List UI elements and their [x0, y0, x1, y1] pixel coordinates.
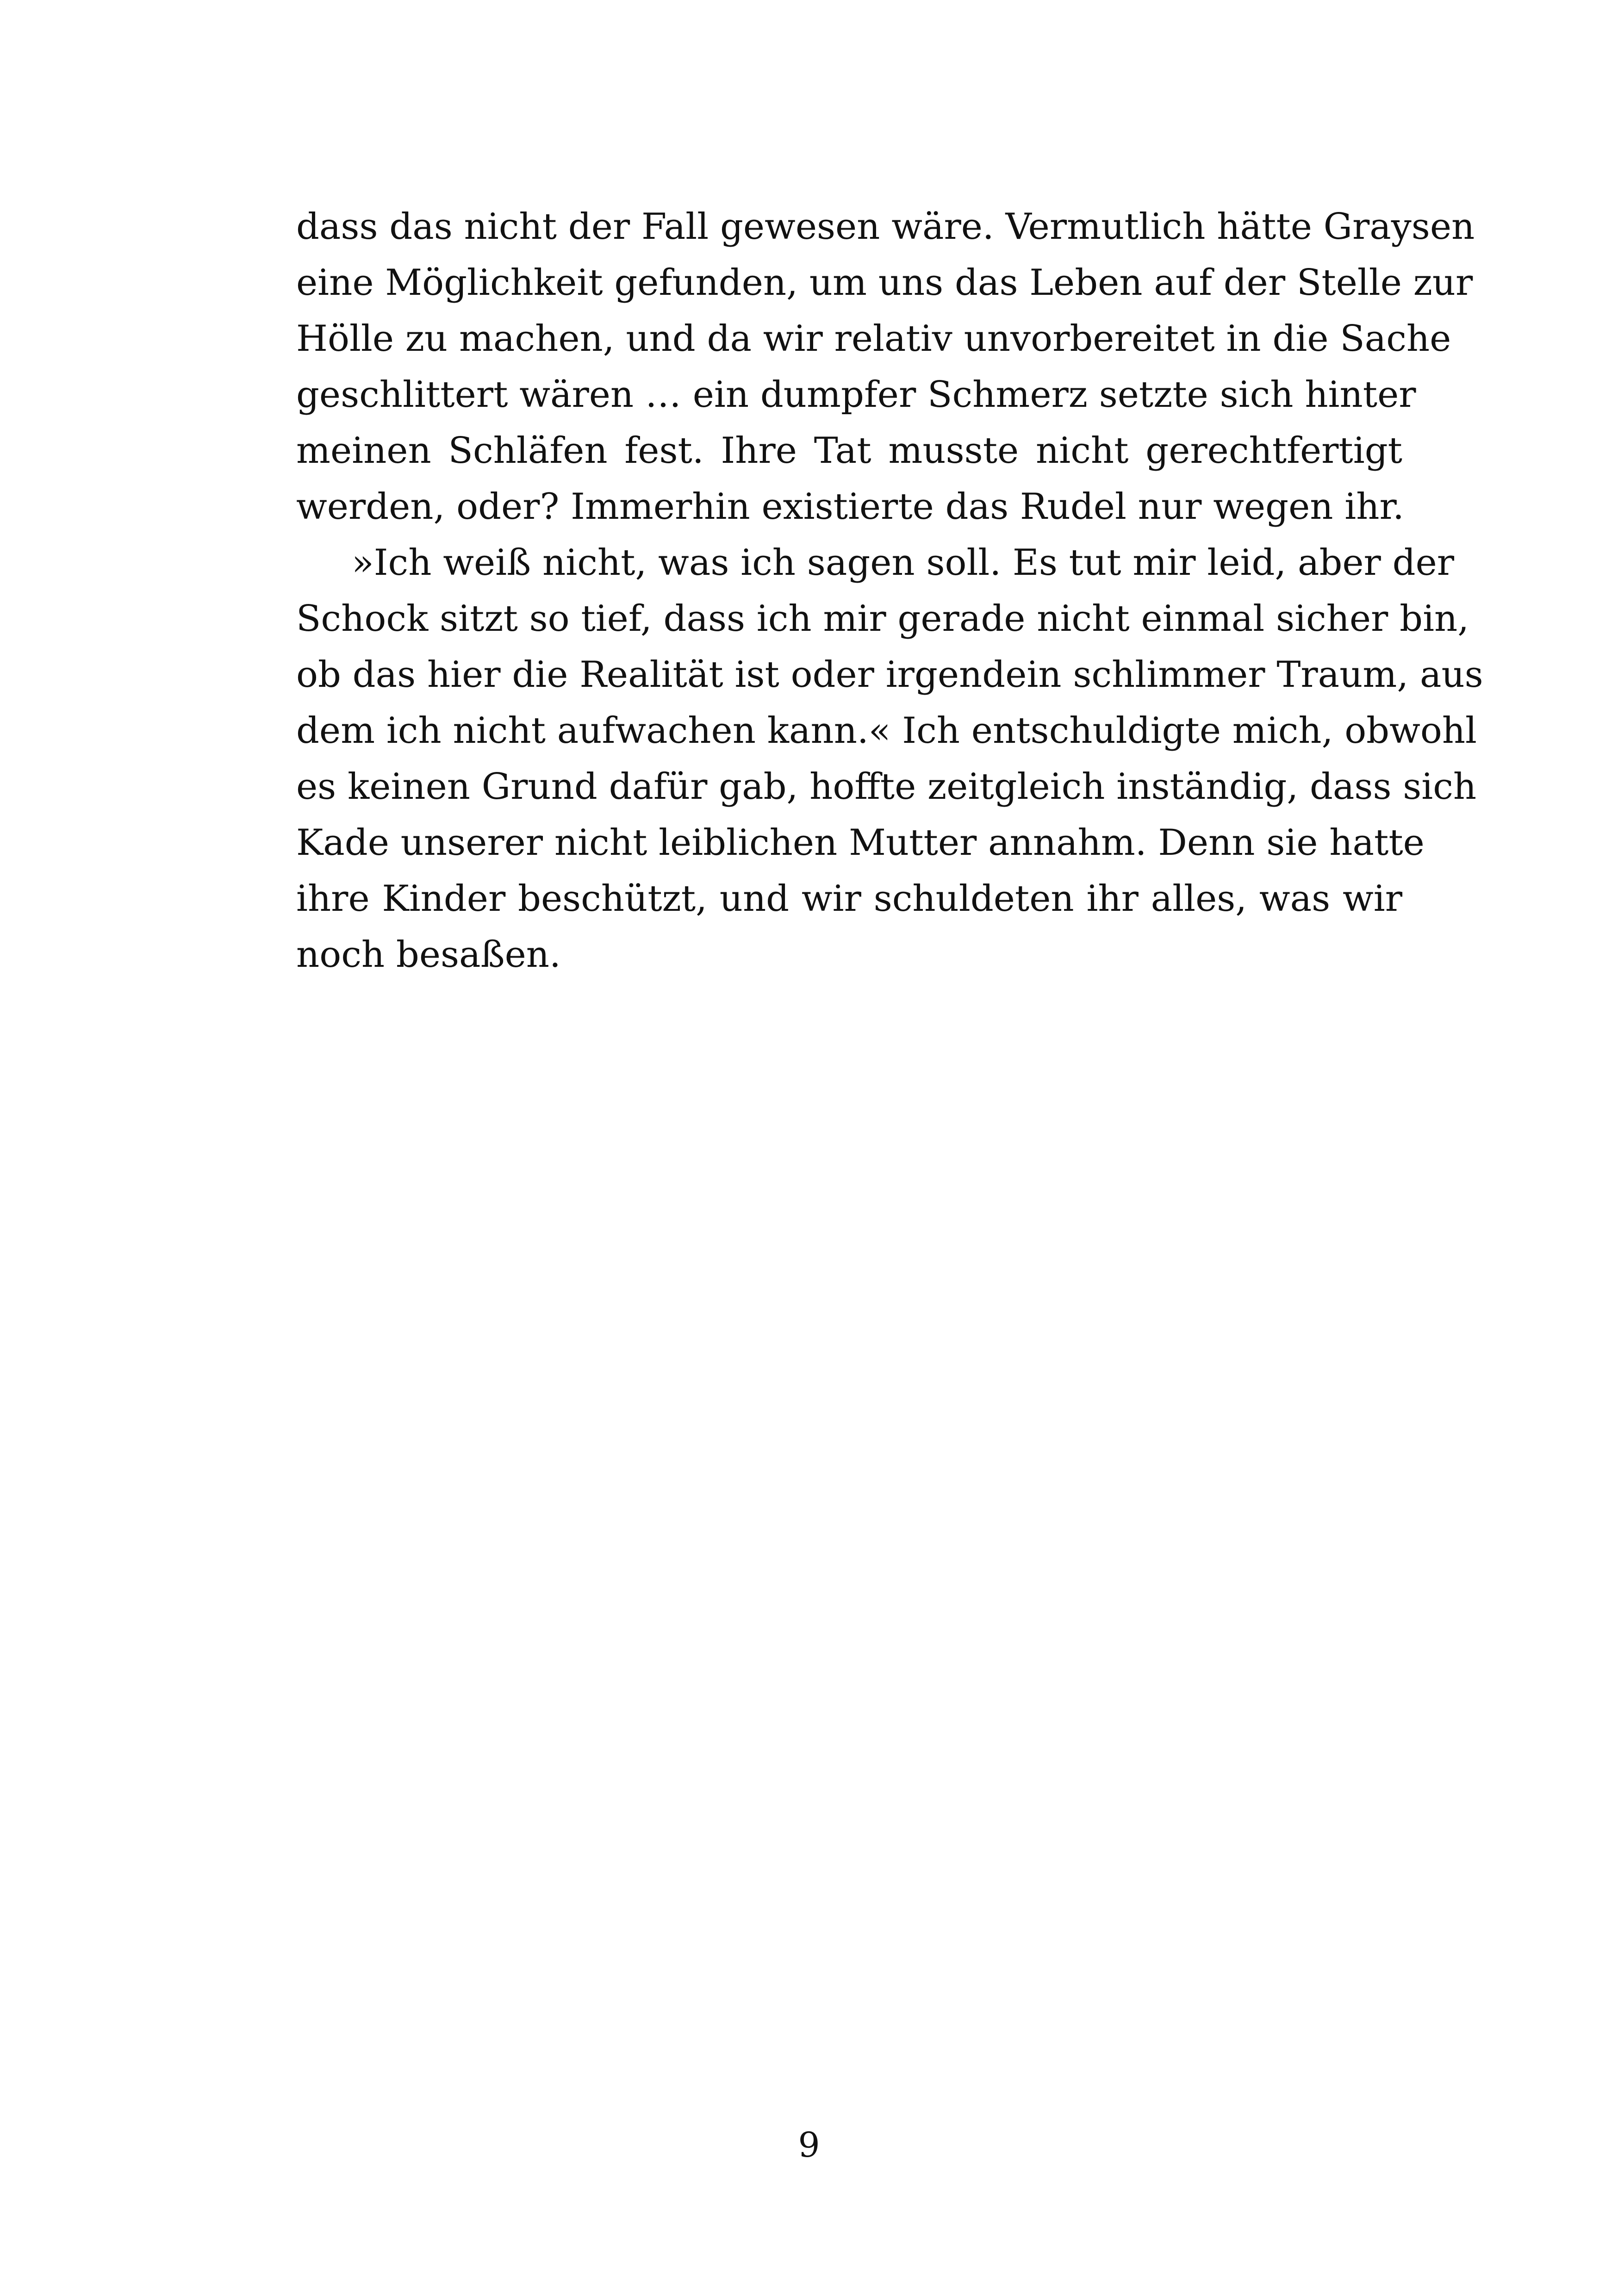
text-line: noch besaßen.	[296, 934, 561, 976]
paragraph	[296, 535, 1483, 983]
text-line: »Ich weiß nicht, was ich sagen soll. Es tut mir leid, aber der	[352, 542, 1455, 584]
text-line: dem ich nicht aufwachen kann.« Ich entschuldigte mich, obwohl	[296, 710, 1477, 752]
text-line: werden, oder? Immerhin existierte das Rudel nur wegen ihr.	[296, 486, 1404, 528]
text-line: geschlittert wären … ein dumpfer Schmerz setzte sich hinter	[296, 374, 1416, 416]
text-line: eine Möglichkeit gefunden, um uns das Leben auf der Stelle zur	[296, 262, 1473, 304]
page-number: 9	[798, 2125, 820, 2165]
text-line: ihre Kinder beschützt, und wir schuldeten ihr alles, was wir	[296, 878, 1402, 920]
text-line: Hölle zu machen, und da wir relativ unvorbereitet in die Sache	[296, 318, 1451, 360]
text-line: meinen Schläfen fest. Ihre Tat musste nicht gerechtfertigt	[296, 430, 1402, 472]
paragraph	[296, 199, 1475, 535]
text-line: Kade unserer nicht leiblichen Mutter annahm. Denn sie hatte	[296, 822, 1425, 864]
text-line: Schock sitzt so tief, dass ich mir gerade nicht einmal sicher bin,	[296, 598, 1469, 640]
text-line: ob das hier die Realität ist oder irgendein schlimmer Traum, aus	[296, 654, 1483, 696]
text-line: dass das nicht der Fall gewesen wäre. Vermutlich hätte Graysen	[296, 206, 1475, 248]
body-text	[296, 199, 1483, 983]
text-line: es keinen Grund dafür gab, hoffte zeitgleich inständig, dass sich	[296, 766, 1477, 808]
